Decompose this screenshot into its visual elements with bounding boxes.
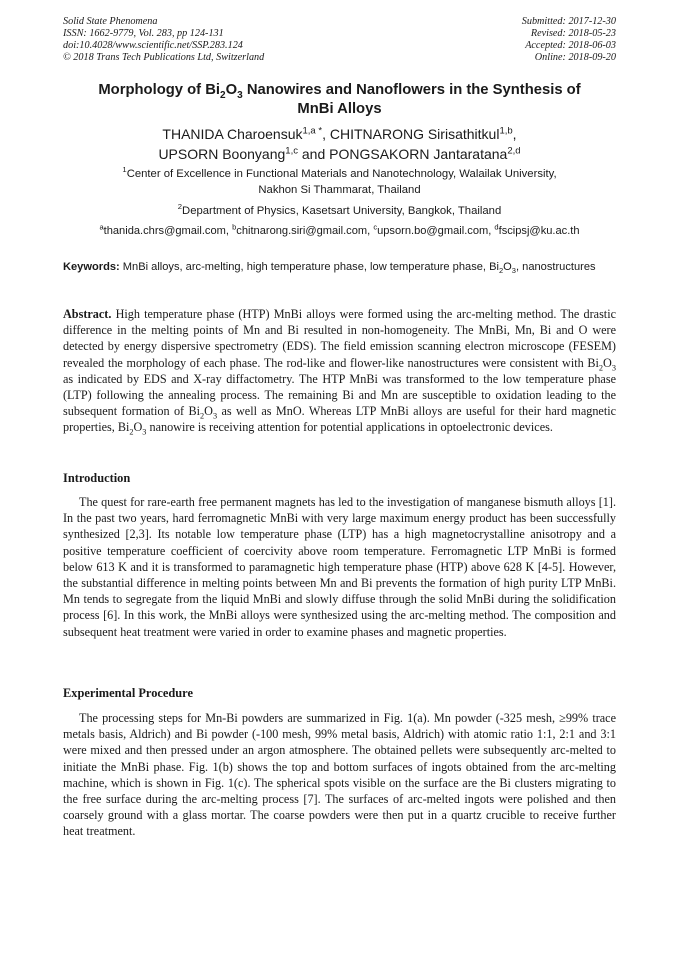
email-link[interactable]: fscipsj@ku.ac.th [498,225,580,237]
keywords-subscript: 2 [498,266,504,276]
email-marker: d [494,222,499,232]
abstract-subscript: 2 [129,427,134,437]
email-marker: a [99,222,104,232]
abstract-text: O [133,420,143,435]
abstract-label: Abstract. [63,307,112,321]
author-affil-marker: 2,d [507,145,521,157]
email-link[interactable]: upsorn.bo@gmail.com, [377,225,495,237]
abstract-subscript: 3 [611,363,616,373]
abstract-text: nanowire is receiving attention for potential applications in optoelectronic devices. [146,420,553,435]
author-name: UPSORN Boonyang [158,146,286,162]
author-emails [63,223,616,239]
abstract-text: High temperature phase (HTP) MnBi alloys were formed using the arc-melting method. The drastic difference in the melting points of Mn and Bi resulted in non-homogeneity. The MnBi, Mn, Bi and O were detected by energy dispersive spectrometry (EDS). The field emission scanning electron microscope (FESEM) revealed the morphology of each phase. The rod-like and flower-like nanostructures were consistent with Bi [63,307,616,370]
copyright: © 2018 Trans Tech Publications Ltd, Switzerland [63,52,265,63]
publication-dates [522,16,616,64]
abstract-subscript: 2 [200,411,205,421]
abstract-subscript: 2 [598,363,604,373]
online-date: Online: 2018-09-20 [534,52,616,63]
submitted-date: Submitted: 2017-12-30 [521,16,616,27]
introduction-paragraph: The quest for rare-earth free permanent magnets has led to the investigation of manganese bismuth alloys [1]. In the past two years, hard ferromagnetic MnBi with very large maximum energy product has been successfully synthesized [2,3]. Its notable low temperature phase (LTP) has a high magnetocrystalline anisotropy and a positive temperature coefficient of coercivity above room temperature. Ferromagnetic LTP MnBi is formed below 613 K and it is transformed to paramagnetic high temperature phase (HTP) above 628 K [4-5]. However, the substantial difference in melting points between Mn and Bi prevents the formation of high purity LTP MnBi. Mn tends to segregate from the liquid MnBi and slowly diffuse through the solid MnBi during the solidification process [6]. In this work, the MnBi alloys were synthesized using the arc-melting method. The composition and subsequent heat treatment were varied in order to examine phases and magnetic properties. [63,495,616,639]
journal-name: Solid State Phenomena [63,16,158,27]
author-separator: , [322,126,330,142]
affiliation-marker: 1 [122,165,127,175]
affiliation-1 [63,166,616,198]
keywords-label: Keywords: [63,261,120,273]
author-name: PONGSAKORN Jantaratana [329,146,508,162]
abstract-text: as indicated by EDS and X-ray diffactometry. The HTP MnBi was transformed to the low temperature phase (LTP) following the annealing process. The remaining Bi and Mn are susceptible to oxidation leading to the subsequent formation of Bi [63,371,616,419]
author-conjunction: and [297,146,330,162]
abstract-text: as well as MnO. Whereas LTP MnBi alloys are useful for their hard magnetic properties, Bi [63,404,617,435]
experimental-heading: Experimental Procedure [63,686,193,700]
author-list [63,124,616,164]
title-line-2: MnBi Alloys [297,101,382,117]
experimental-paragraph: The processing steps for Mn-Bi powders are summarized in Fig. 1(a). Mn powder (-325 mesh, ≥99% trace metals basis, Aldrich) and Bi powder (-100 mesh, 99% metal basis, Aldrich) with atomic ratio 1:1, 2:1 and 3:1 were mixed and then pressed under an argon atmosphere. The obtained pellets were subsequently arc-melted to initiate the MnBi phase. Fig. 1(b) shows the top and bottom surfaces of ingots obtained from the arc-melting machine, which is shown in Fig. 1(c). The spherical spots visible on the surface are the Bi clusters migrating to the free surface during the arc-melting process [7]. The surfaces of arc-melted ingots were polished and then coarsely ground with a glass mortar. The coarse powders were then put in a quartz crucible to receive further heat treatment. [63,711,616,839]
doi-link[interactable]: doi:10.4028/www.scientific.net/SSP.283.124 [63,40,243,51]
affiliation-2 [63,203,616,219]
keywords-text: , nanostructures [516,261,596,273]
abstract-subscript: 3 [212,411,218,421]
email-link[interactable]: chitnarong.siri@gmail.com, [236,225,374,237]
email-link[interactable]: thanida.chrs@gmail.com, [103,225,233,237]
abstract [63,306,616,436]
author-affil-marker: 1,b [499,125,513,137]
keywords-text: O [503,261,512,273]
keywords-subscript: 3 [511,266,516,276]
author-name: CHITNARONG Sirisathitkul [329,126,500,142]
issn-volume: ISSN: 1662-9779, Vol. 283, pp 124-131 [63,28,224,39]
abstract-subscript: 3 [142,427,147,437]
title-subscript-1: 2 [220,89,226,101]
affiliation-marker: 2 [177,202,183,212]
affiliation-text: Center of Excellence in Functional Materials and Nanotechnology, Walailak University, [126,168,557,180]
author-affil-marker: 1,a * [302,125,323,137]
author-affil-marker: 1,c [285,145,298,157]
affiliation-text: Department of Physics, Kasetsart University, Bangkok, Thailand [182,205,502,217]
email-marker: b [232,222,237,232]
revised-date: Revised: 2018-05-23 [530,28,616,39]
author-name: THANIDA Charoensuk [162,126,303,142]
title-text-1: Morphology of Bi [98,82,220,98]
keywords-text: MnBi alloys, arc-melting, high temperature phase, low temperature phase, Bi [119,261,499,273]
author-separator: , [512,126,517,142]
paper-title [63,81,616,119]
keywords [63,260,616,275]
email-marker: c [373,222,378,232]
abstract-text: O [204,404,213,419]
title-subscript-2: 3 [237,89,243,101]
affiliation-text: Nakhon Si Thammarat, Thailand [258,184,421,196]
title-text-3: Nanowires and Nanoflowers in the Synthesis of [242,82,581,98]
publication-info [63,16,264,64]
accepted-date: Accepted: 2018-06-03 [525,40,616,51]
title-text-2: O [225,82,238,98]
abstract-text: O [603,355,612,370]
introduction-heading: Introduction [63,471,131,485]
